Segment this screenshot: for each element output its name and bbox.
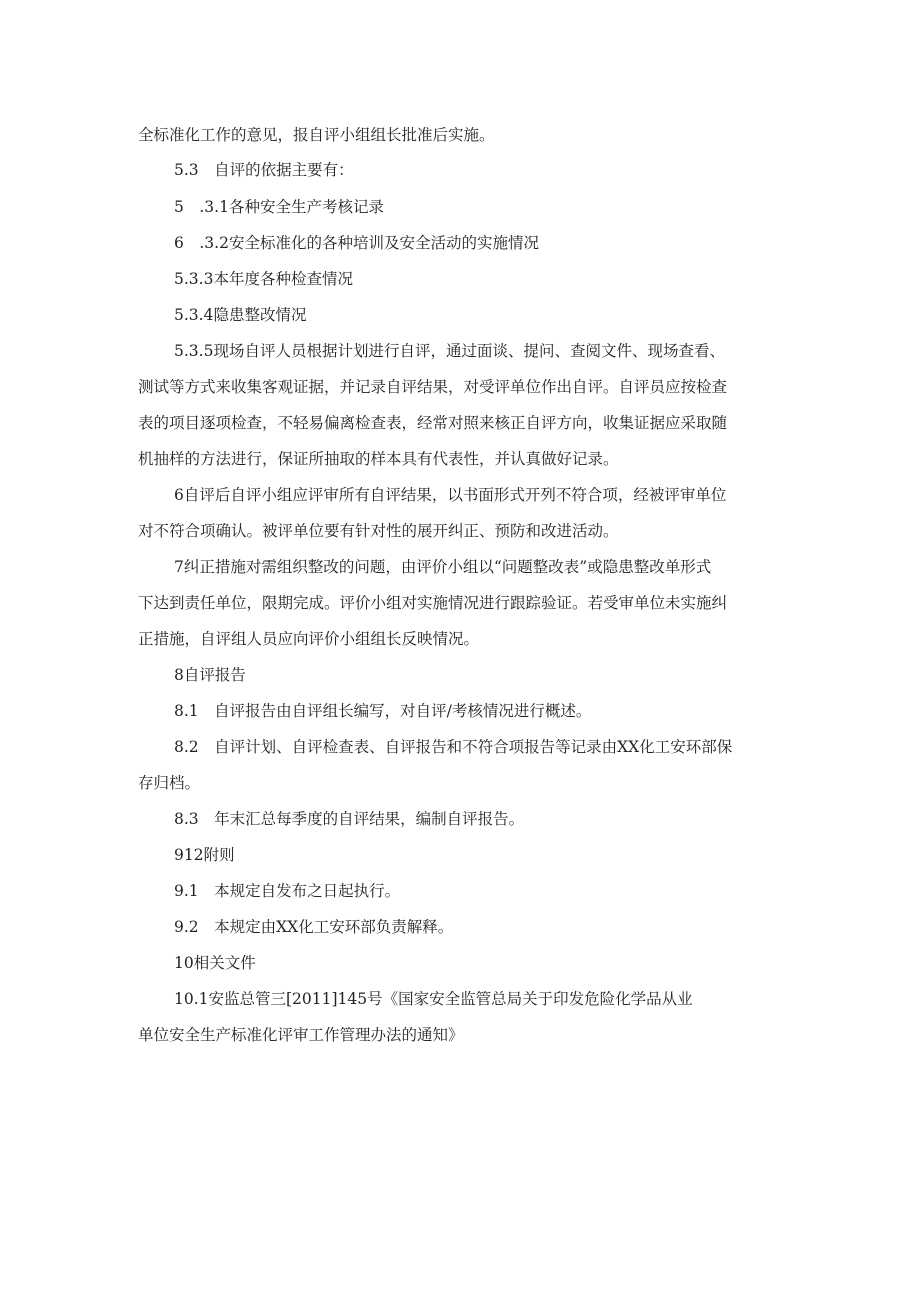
text-line: 测试等方式来收集客观证据，并记录自评结果，对受评单位作出自评。自评员应按检查 bbox=[138, 378, 728, 396]
text-line: 5 .3.1各种安全生产考核记录 bbox=[174, 198, 384, 216]
text-line: 10相关文件 bbox=[174, 954, 256, 972]
paragraph bbox=[138, 801, 798, 837]
paragraph bbox=[138, 873, 798, 909]
text-line: 5.3 自评的依据主要有： bbox=[174, 161, 354, 179]
paragraph bbox=[138, 729, 798, 801]
text-line: 9.2 本规定由XX化工安环部负责解释。 bbox=[174, 918, 454, 936]
paragraph bbox=[138, 225, 798, 261]
text-line: 下达到责任单位，限期完成。评价小组对实施情况进行跟踪验证。若受审单位未实施纠 bbox=[138, 594, 728, 612]
paragraph bbox=[138, 189, 798, 225]
paragraph bbox=[138, 657, 798, 693]
paragraph bbox=[138, 261, 798, 297]
paragraph bbox=[138, 981, 798, 1053]
text-line: 单位安全生产标准化评审工作管理办法的通知》 bbox=[138, 1026, 464, 1044]
text-line: 8自评报告 bbox=[174, 666, 246, 684]
text-line: 存归档。 bbox=[138, 774, 201, 792]
text-line: 7纠正措施对需组织整改的问题，由评价小组以“问题整改表”或隐患整改单形式 bbox=[174, 558, 712, 576]
text-line: 正措施，自评组人员应向评价小组组长反映情况。 bbox=[138, 630, 480, 648]
paragraph bbox=[138, 333, 798, 477]
text-line: 5.3.3本年度各种检查情况 bbox=[174, 270, 353, 288]
text-line: 8.1 自评报告由自评组长编写，对自评/考核情况进行概述。 bbox=[174, 702, 592, 720]
paragraph bbox=[138, 477, 798, 549]
text-line: 9.1 本规定自发布之日起执行。 bbox=[174, 882, 401, 900]
paragraph bbox=[138, 945, 798, 981]
text-line: 912附则 bbox=[174, 846, 235, 864]
paragraph bbox=[138, 152, 798, 188]
text-line: 8.3 年末汇总每季度的自评结果，编制自评报告。 bbox=[174, 810, 525, 828]
text-line: 对不符合项确认。被评单位要有针对性的展开纠正、预防和改进活动。 bbox=[138, 522, 619, 540]
text-line: 5.3.5现场自评人员根据计划进行自评，通过面谈、提问、查阅文件、现场查看、 bbox=[174, 342, 725, 360]
paragraph bbox=[138, 693, 798, 729]
paragraph bbox=[138, 297, 798, 333]
text-line: 6 .3.2安全标准化的各种培训及安全活动的实施情况 bbox=[174, 234, 539, 252]
text-line: 10.1安监总管三[2011]145号《国家安全监管总局关于印发危险化学品从业 bbox=[174, 990, 693, 1008]
text-line: 5.3.4隐患整改情况 bbox=[174, 306, 307, 324]
text-line: 表的项目逐项检查，不轻易偏离检查表，经常对照来核正自评方向，收集证据应采取随 bbox=[138, 414, 728, 432]
text-line: 8.2 自评计划、自评检查表、自评报告和不符合项报告等记录由XX化工安环部保 bbox=[174, 738, 733, 756]
paragraph bbox=[138, 117, 798, 153]
text-line: 6自评后自评小组应评审所有自评结果，以书面形式开列不符合项，经被评审单位 bbox=[174, 486, 727, 504]
paragraph bbox=[138, 909, 798, 945]
paragraph bbox=[138, 837, 798, 873]
paragraph bbox=[138, 549, 798, 657]
text-line: 机抽样的方法进行，保证所抽取的样本具有代表性，并认真做好记录。 bbox=[138, 450, 619, 468]
text-line: 全标准化工作的意见，报自评小组组长批准后实施。 bbox=[138, 126, 495, 144]
